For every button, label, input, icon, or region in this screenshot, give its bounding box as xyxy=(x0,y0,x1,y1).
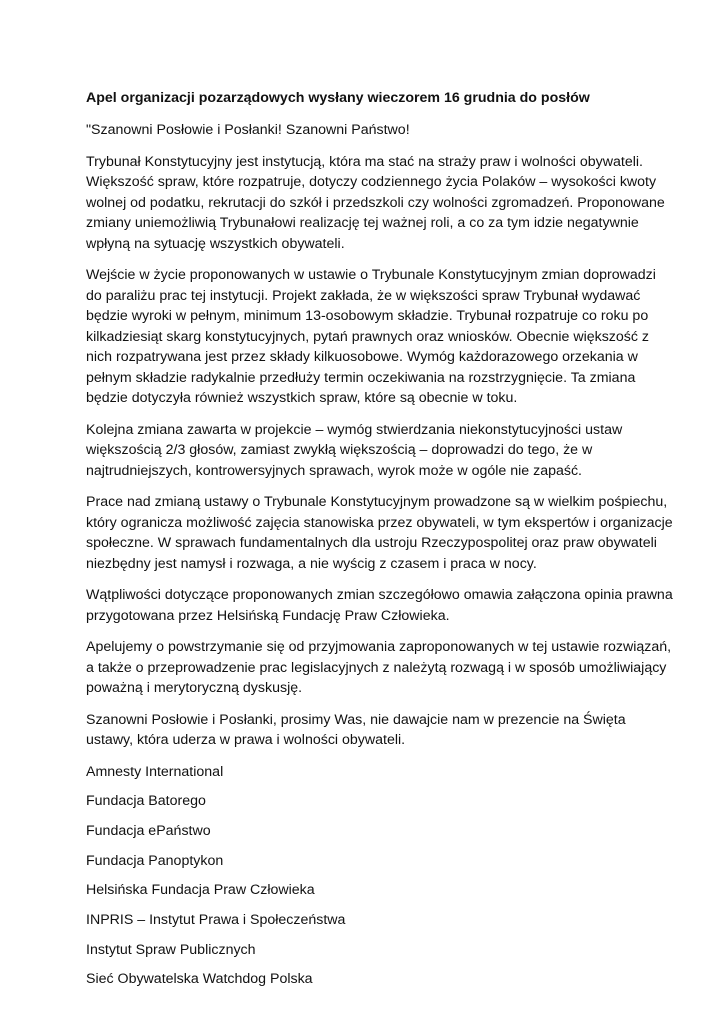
closing-paragraph: Szanowni Posłowie i Posłanki, prosimy Was, nie dawajcie nam w prezencie na Święta ustawy, która uderza w prawa i wolności obywateli. xyxy=(86,711,626,748)
signatory-item: Fundacja Panoptykon xyxy=(86,852,224,869)
signatory-item: Helsińska Fundacja Praw Człowieka xyxy=(86,882,315,899)
body-paragraph: Trybunał Konstytucyjny jest instytucją, która ma stać na straży praw i wolności obywateli. Większość spraw, które rozpatruje, dotyczy codziennego życia Polaków – wysokości kwoty wolnej od podatku, rekrutacji do szkół i przedszkoli czy wolności zgromadzeń. Proponowane zmiany uniemożliwią Trybunałowi realizację tej ważnej roli, a co za tym idzie negatywnie wpłyną na sytuację wszystkich obywateli. xyxy=(86,153,665,252)
signatory-item: Sieć Obywatelska Watchdog Polska xyxy=(86,971,313,988)
signatory-item: INPRIS – Instytut Prawa i Społeczeństwa xyxy=(86,911,346,928)
signatory-item: Fundacja ePaństwo xyxy=(86,822,211,839)
body-paragraph: Wątpliwości dotyczące proponowanych zmian szczegółowo omawia załączona opinia prawna przygotowana przez Helsińską Fundację Praw Człowieka. xyxy=(86,587,673,624)
document-title: Apel organizacji pozarządowych wysłany wieczorem 16 grudnia do posłów xyxy=(86,90,590,106)
body-paragraph: Wejście w życie proponowanych w ustawie o Trybunale Konstytucyjnym zmian doprowadzi do paraliżu prac tej instytucji. Projekt zakłada, że w większości spraw Trybunał wydawać będzie wyroki w pełnym, minimum 13-osobowym składzie. Trybunał rozpatruje co roku po kilkadziesiąt skarg konstytucyjnych, pytań prawnych oraz wniosków. Obecnie większość z nich rozpatrywana jest przez składy kilkuosobowe. Wymóg każdorazowego orzekania w pełnym składzie radykalnie przedłuży termin oczekiwania na rozstrzygnięcie. Ta zmiana będzie dotyczyła również wszystkich spraw, które są obecnie w toku. xyxy=(86,267,656,406)
salutation-paragraph: "Szanowni Posłowie i Posłanki! Szanowni Państwo! xyxy=(86,122,410,138)
signatory-item: Amnesty International xyxy=(86,763,224,780)
body-paragraph: Apelujemy o powstrzymanie się od przyjmowania zaproponowanych w tej ustawie rozwiązań, a także o przeprowadzenie prac legislacyjnych z należytą rozwagą i w sposób umożliwiający poważną i merytoryczną dyskusję. xyxy=(86,639,672,696)
signatory-item: Fundacja Batorego xyxy=(86,793,206,810)
body-paragraph: Prace nad zmianą ustawy o Trybunale Konstytucyjnym prowadzone są w wielkim pośpiechu, który ogranicza możliwość zajęcia stanowiska przez obywateli, w tym ekspertów i organizacje społeczne. W sprawach fundamentalnych dla ustroju Rzeczypospolitej oraz praw obywateli niezbędny jest namysł i rozwaga, a nie wyścig z czasem i praca w nocy. xyxy=(86,494,673,572)
signatory-item: Instytut Spraw Publicznych xyxy=(86,941,256,958)
body-paragraph: Kolejna zmiana zawarta w projekcie – wymóg stwierdzania niekonstytucyjności ustaw większością 2/3 głosów, zamiast zwykłą większością – doprowadzi do tego, że w najtrudniejszych, kontrowersyjnych sprawach, wyrok może w ogóle nie zapaść. xyxy=(86,421,623,479)
signatories-list xyxy=(86,762,674,990)
